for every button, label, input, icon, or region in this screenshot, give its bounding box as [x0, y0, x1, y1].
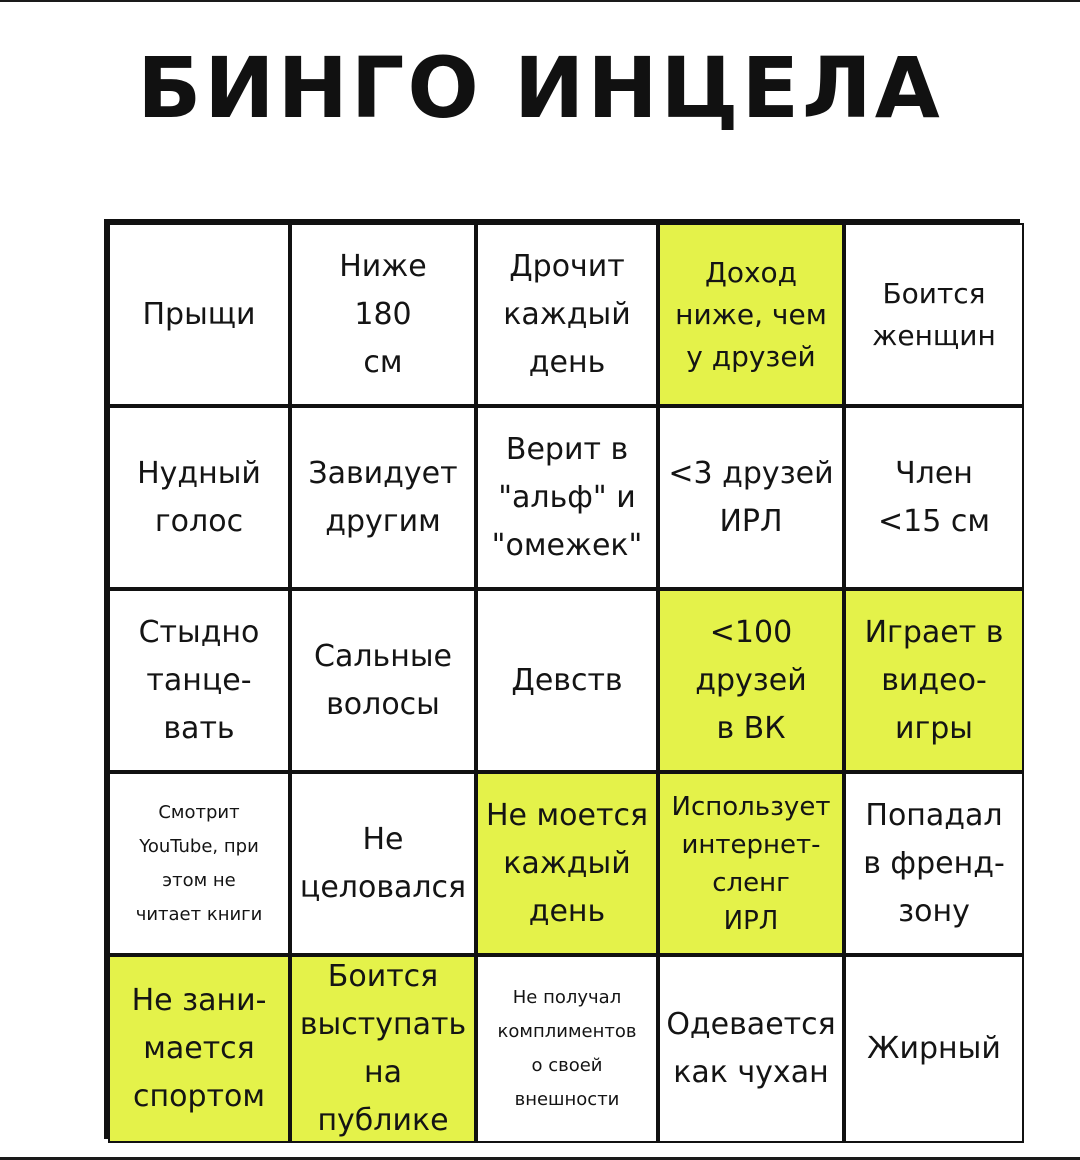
bingo-title: БИНГО ИНЦЕЛА [137, 39, 943, 137]
bingo-cell [844, 223, 1024, 406]
bingo-cell [476, 772, 658, 955]
bingo-cell [844, 589, 1024, 772]
bingo-cell [658, 772, 844, 955]
bingo-cell-text: Завидует другим [308, 455, 458, 539]
bingo-cell-text: Использует интернет- сленг ИРЛ [671, 791, 831, 936]
bingo-cell [476, 955, 658, 1143]
bingo-cell [108, 955, 290, 1143]
bingo-cell-text: Не целовался [299, 821, 467, 905]
bingo-cell-text: Девств [511, 662, 623, 698]
bingo-cell-text: Не получал комплиментов о своей внешности [497, 987, 637, 1110]
bingo-cell-text: Верит в "альф" и "омежек" [491, 431, 643, 563]
bingo-cell-text: Не моется каждый день [485, 797, 648, 929]
bingo-cell [658, 955, 844, 1143]
bingo-cell [290, 223, 476, 406]
bingo-cell [290, 955, 476, 1143]
bingo-cell [844, 955, 1024, 1143]
bingo-cell [108, 406, 290, 589]
bingo-cell [476, 406, 658, 589]
bingo-cell-text: <100 друзей в ВК [695, 614, 807, 746]
bingo-cell-text: Попадал в френд- зону [863, 797, 1005, 929]
bingo-cell-text: Боится выступать на публике [299, 959, 467, 1138]
bingo-cell-text: Одевается как чухан [666, 1007, 836, 1090]
bingo-cell-text: Боится женщин [872, 276, 996, 352]
bingo-cell-text: Жирный [867, 1031, 1001, 1066]
bingo-cell [476, 223, 658, 406]
bingo-cell-text: Прыщи [142, 296, 256, 332]
bingo-cell [476, 589, 658, 772]
bingo-cell [658, 406, 844, 589]
bingo-cell [290, 406, 476, 589]
bingo-cell-text: <3 друзей ИРЛ [668, 455, 834, 539]
bingo-cell-text: Ниже 180 см [339, 248, 427, 380]
bingo-cell [290, 772, 476, 955]
bingo-cell-text: Сальные волосы [314, 638, 452, 722]
bingo-grid [104, 219, 1020, 1139]
top-border-line [0, 0, 1080, 2]
bingo-cell-text: Доход ниже, чем у друзей [675, 255, 827, 373]
bingo-cell [108, 772, 290, 955]
bingo-cell [290, 589, 476, 772]
bingo-cell-text: Смотрит YouTube, при этом не читает книги [135, 801, 263, 925]
bingo-cell [844, 772, 1024, 955]
bingo-cell-text: Дрочит каждый день [503, 248, 631, 380]
bingo-cell-text: Член <15 см [878, 455, 990, 539]
bingo-cell [108, 589, 290, 772]
bingo-cell [108, 223, 290, 406]
bingo-cell [658, 589, 844, 772]
bingo-cell [658, 223, 844, 406]
bingo-cell-text: Играет в видео- игры [864, 614, 1004, 746]
bingo-cell-text: Не зани- мается спортом [131, 983, 267, 1114]
bingo-cell-text: Нудный голос [137, 455, 261, 539]
bingo-cell [844, 406, 1024, 589]
bingo-cell-text: Стыдно танце- вать [138, 614, 260, 746]
